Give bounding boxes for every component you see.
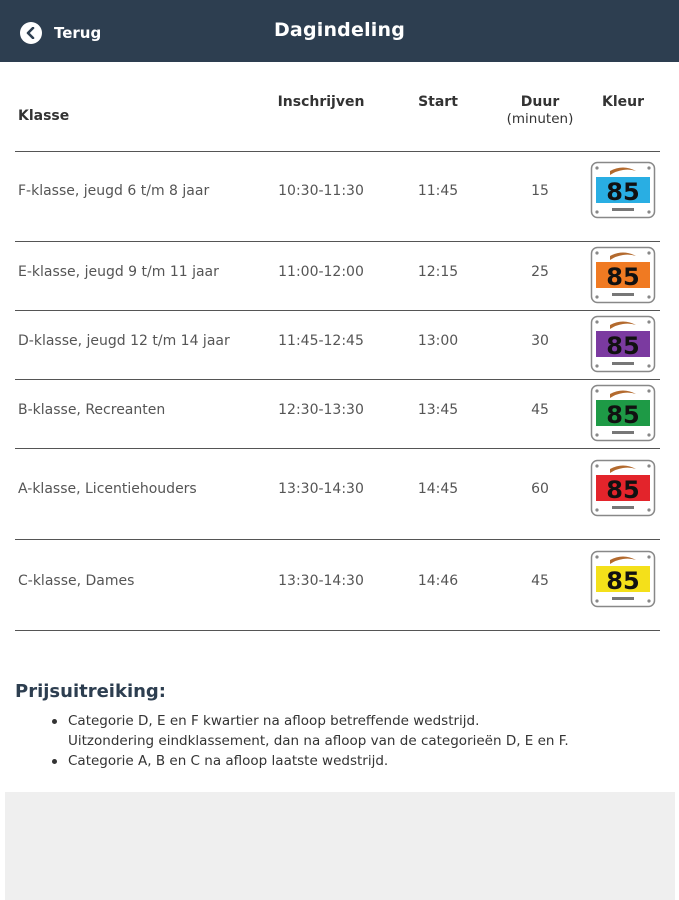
bib-number: 85: [606, 263, 640, 291]
list-item-text: Categorie A, B en C na afloop laatste wedstrijd.: [68, 753, 389, 769]
bib-number: 85: [606, 178, 640, 206]
race-bib-icon: [590, 246, 656, 308]
cell-klasse: B-klasse, Recreanten: [18, 402, 166, 418]
list-item-text: Categorie D, E en F kwartier na afloop betreffende wedstrijd.: [68, 713, 480, 729]
race-bib-icon: [590, 161, 656, 223]
cell-klasse: A-klasse, Licentiehouders: [18, 481, 197, 497]
cell-inschrijven: 12:30-13:30: [278, 402, 364, 418]
footer-area: [5, 792, 675, 900]
race-bib-icon: [590, 550, 656, 612]
table-header: [0, 62, 679, 152]
race-bib-icon: [590, 384, 656, 446]
list-item: [52, 751, 652, 771]
row-divider: [15, 630, 660, 631]
cell-inschrijven: 11:00-12:00: [278, 264, 364, 280]
cell-inschrijven: 11:45-12:45: [278, 333, 364, 349]
page-title: Dagindeling: [273, 19, 406, 41]
cell-start: 12:15: [417, 264, 459, 280]
cell-duur: 25: [531, 264, 549, 280]
cell-start: 13:00: [417, 333, 459, 349]
table-row: [0, 540, 679, 630]
cell-klasse: C-klasse, Dames: [18, 573, 135, 589]
column-header-duur-label: Duur: [520, 94, 560, 110]
cell-klasse: D-klasse, jeugd 12 t/m 14 jaar: [18, 333, 230, 349]
cell-duur: 45: [531, 573, 549, 589]
cell-inschrijven: 13:30-14:30: [278, 481, 364, 497]
table-row: [0, 380, 679, 448]
bib-number: 85: [606, 567, 640, 595]
bib-number: 85: [606, 476, 640, 504]
cell-duur: 45: [531, 402, 549, 418]
column-header-duur: [490, 94, 590, 127]
list-item-text: Uitzondering eindklassement, dan na afloop van de categorieën D, E en F.: [68, 733, 569, 749]
prijsuitreiking-list: [52, 711, 652, 771]
bib-number: 85: [606, 332, 640, 360]
cell-start: 14:46: [417, 573, 459, 589]
table-row: [0, 449, 679, 539]
cell-start: 11:45: [417, 183, 459, 199]
prijsuitreiking-title: Prijsuitreiking:: [15, 681, 167, 702]
cell-duur: 15: [531, 183, 549, 199]
race-bib-icon: [590, 459, 656, 521]
list-item: [52, 711, 652, 751]
top-bar: [0, 0, 679, 62]
table-row: [0, 152, 679, 242]
cell-inschrijven: 13:30-14:30: [278, 573, 364, 589]
cell-inschrijven: 10:30-11:30: [278, 183, 364, 199]
column-header-klasse: Klasse: [18, 108, 70, 124]
column-header-start: Start: [418, 94, 458, 110]
cell-duur: 60: [531, 481, 549, 497]
column-header-inschrijven: Inschrijven: [277, 94, 365, 110]
column-header-duur-unit: (minuten): [506, 111, 574, 127]
cell-klasse: E-klasse, jeugd 9 t/m 11 jaar: [18, 264, 219, 280]
bib-number: 85: [606, 401, 640, 429]
column-header-kleur: Kleur: [601, 94, 644, 110]
cell-start: 14:45: [417, 481, 459, 497]
cell-duur: 30: [531, 333, 549, 349]
table-row: [0, 242, 679, 310]
back-label: Terug: [54, 24, 102, 42]
cell-start: 13:45: [417, 402, 459, 418]
cell-klasse: F-klasse, jeugd 6 t/m 8 jaar: [18, 183, 210, 199]
race-bib-icon: [590, 315, 656, 377]
table-row: [0, 311, 679, 379]
